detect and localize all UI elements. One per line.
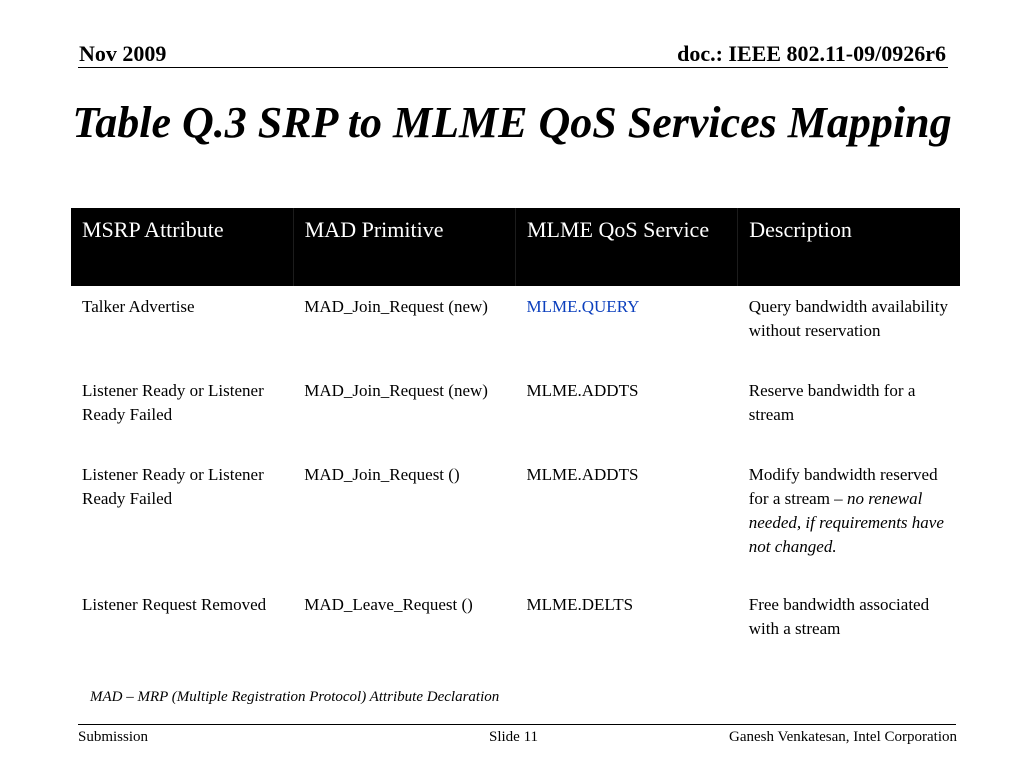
cell-mad-primitive: MAD_Join_Request () bbox=[304, 465, 460, 484]
cell-msrp-attribute: Listener Request Removed bbox=[82, 595, 267, 614]
column-header-mad-primitive: MAD Primitive bbox=[293, 208, 515, 286]
cell-description: Free bandwidth associated with a stream bbox=[748, 595, 930, 638]
description-italic-note: no renewal needed, if requirements have not changed. bbox=[748, 489, 944, 556]
cell-mlme-qos-service-link[interactable]: MLME.QUERY bbox=[526, 297, 640, 316]
cell-description: Query bandwidth availability without reservation bbox=[748, 297, 948, 340]
cell-mad-primitive: MAD_Leave_Request () bbox=[304, 595, 473, 614]
cell-mlme-qos-service: MLME.ADDTS bbox=[526, 381, 639, 400]
column-header-description: Description bbox=[738, 208, 960, 286]
cell-mad-primitive: MAD_Join_Request (new) bbox=[304, 297, 488, 316]
cell-description: Reserve bandwidth for a stream bbox=[748, 381, 916, 424]
table-row bbox=[71, 584, 960, 660]
header-date: Nov 2009 bbox=[79, 41, 167, 66]
footer-divider bbox=[78, 724, 956, 725]
cell-msrp-attribute: Listener Ready or Listener Ready Failed bbox=[82, 465, 264, 508]
header-divider bbox=[78, 67, 948, 68]
table-row bbox=[71, 454, 960, 584]
footer-slide-number: Slide 11 bbox=[489, 729, 539, 745]
column-header-mlme-qos-service: MLME QoS Service bbox=[516, 208, 738, 286]
cell-msrp-attribute: Talker Advertise bbox=[82, 297, 195, 316]
description-text: Modify bandwidth reserved for a stream – bbox=[748, 465, 938, 508]
header-doc-id: doc.: IEEE 802.11-09/0926r6 bbox=[677, 41, 946, 66]
table-header-row bbox=[71, 208, 960, 286]
footnote: MAD – MRP (Multiple Registration Protocol) Attribute Declaration bbox=[90, 689, 500, 705]
column-header-msrp-attribute: MSRP Attribute bbox=[71, 208, 293, 286]
cell-description bbox=[738, 454, 960, 584]
cell-mlme-qos-service: MLME.DELTS bbox=[526, 595, 634, 614]
table-row bbox=[71, 286, 960, 370]
footer-submission: Submission bbox=[78, 729, 149, 745]
footer-author: Ganesh Venkatesan, Intel Corporation bbox=[729, 729, 957, 745]
mapping-table bbox=[71, 208, 960, 660]
slide-title: Table Q.3 SRP to MLME QoS Services Mapping bbox=[72, 98, 952, 147]
table-row bbox=[71, 370, 960, 454]
cell-msrp-attribute: Listener Ready or Listener Ready Failed bbox=[82, 381, 264, 424]
cell-mlme-qos-service: MLME.ADDTS bbox=[526, 465, 639, 484]
cell-mad-primitive: MAD_Join_Request (new) bbox=[304, 381, 488, 400]
